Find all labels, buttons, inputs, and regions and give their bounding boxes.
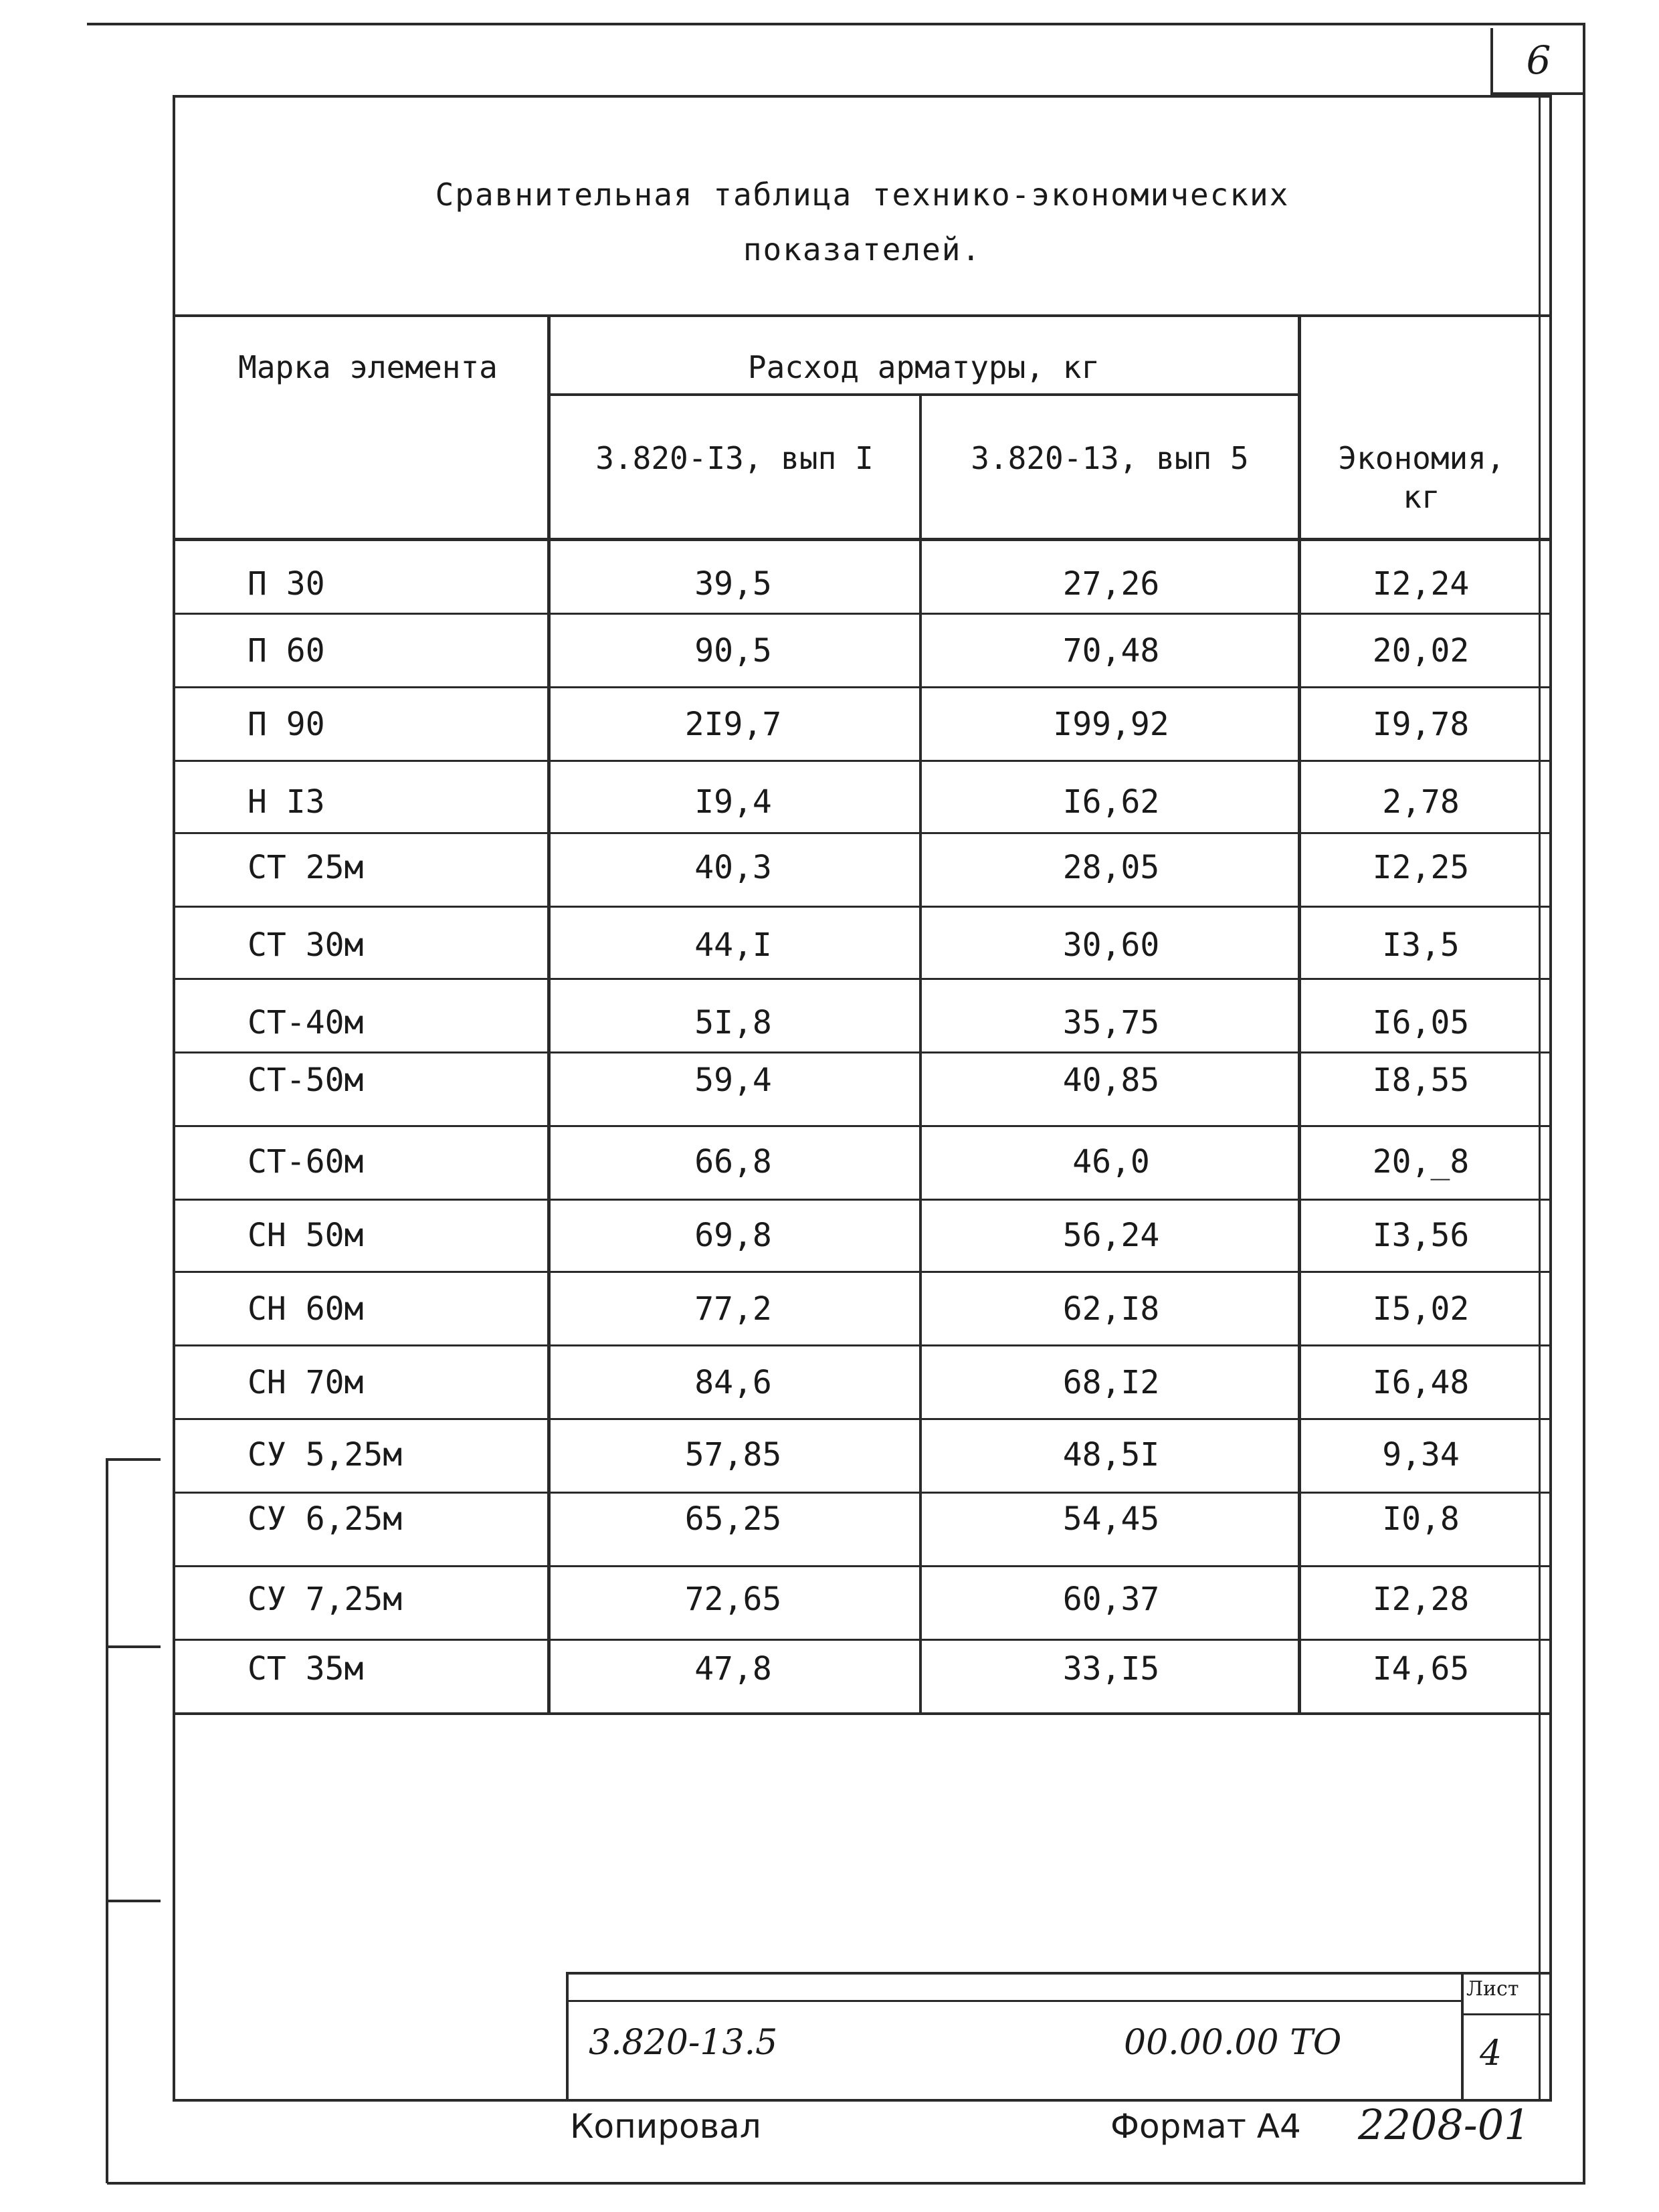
right-edge-line [1583,23,1585,2183]
row-series1-value: 59,4 [694,1062,772,1099]
header-group-text: Расход арматуры, кг [747,349,1100,385]
row-economy-value: I6,48 [1372,1364,1470,1401]
row-series1-value: 66,8 [694,1143,772,1181]
header-series-2-text: 3.820-13, вып 5 [971,440,1249,476]
row-line [173,1271,1552,1273]
header-economy-text: Экономия, кг [1338,440,1505,515]
row-series1-value: 77,2 [694,1290,772,1328]
header-mark-text: Марка элемента [238,349,498,385]
title-line-2: показателей. [743,231,982,268]
row-mark: СН 50м [248,1217,364,1254]
row-economy-value: I8,55 [1372,1062,1470,1099]
row-economy-value: I9,78 [1372,706,1470,743]
row-line [173,978,1552,980]
row-mark: СН 70м [248,1364,364,1401]
row-mark: СТ-60м [248,1143,364,1181]
row-series2-value: 62,I8 [1062,1290,1160,1328]
footer-order: 2208-01 [1358,2100,1531,2149]
header-economy [1311,439,1532,516]
row-line [173,906,1552,908]
row-mark: СТ-40м [248,1004,364,1041]
row-economy-value: 2,78 [1382,783,1460,821]
row-line [173,760,1552,762]
row-series2-value: 28,05 [1062,849,1160,886]
left-binding-line [106,1458,108,2183]
row-mark: СТ-50м [248,1062,364,1099]
row-economy-value: I3,56 [1372,1217,1470,1254]
row-series1-value: I9,4 [694,783,772,821]
stamp-sheet-label: Лист [1466,1977,1519,2001]
row-series2-value: 35,75 [1062,1004,1160,1041]
stamp-sheet-divider [1461,1972,1464,2102]
row-series1-value: 90,5 [694,632,772,670]
row-economy-value: 20,02 [1372,632,1470,670]
row-mark: Н I3 [248,783,325,821]
table-title [175,167,1549,277]
row-series2-value: 33,I5 [1062,1650,1160,1688]
row-line [173,1418,1552,1420]
row-economy-value: 9,34 [1382,1436,1460,1474]
row-series1-value: 47,8 [694,1650,772,1688]
row-series1-value: 57,85 [684,1436,782,1474]
row-series2-value: 68,I2 [1062,1364,1160,1401]
row-series2-value: 30,60 [1062,926,1160,964]
stamp-series: 3.820-13.5 [589,2023,778,2063]
row-economy-value: I3,5 [1382,926,1460,964]
row-series1-value: 40,3 [694,849,772,886]
header-bottom-line [173,538,1552,541]
footer-copied: Копировал [570,2107,761,2146]
row-series2-value: 56,24 [1062,1217,1160,1254]
row-series1-value: 69,8 [694,1217,772,1254]
stamp-sheet-divider-h [1461,2013,1552,2015]
row-mark: П 30 [248,565,325,603]
row-line [173,686,1552,688]
row-series2-value: 27,26 [1062,565,1160,603]
row-line [173,1639,1552,1641]
bottom-edge-line [107,2182,1585,2185]
row-line [173,832,1552,834]
row-economy-value: I4,65 [1372,1650,1470,1688]
row-series1-value: 44,I [694,926,772,964]
row-series1-value: 84,6 [694,1364,772,1401]
row-series2-value: 54,45 [1062,1500,1160,1538]
row-series2-value: 70,48 [1062,632,1160,670]
title-line-1: Сравнительная таблица технико-экономических [435,177,1290,213]
row-mark: СТ 35м [248,1650,364,1688]
stamp-top-rule [566,2000,1461,2002]
row-series2-value: 40,85 [1062,1062,1160,1099]
row-line [173,1199,1552,1201]
title-separator [173,314,1552,317]
row-series1-value: 39,5 [694,565,772,603]
row-series2-value: 46,0 [1072,1143,1150,1181]
row-line [173,1125,1552,1127]
row-economy-value: 20,_8 [1372,1143,1470,1181]
row-mark: СУ 5,25м [248,1436,403,1474]
row-economy-value: I5,02 [1372,1290,1470,1328]
stamp-sheet-value: 4 [1480,2033,1502,2074]
row-mark: СУ 7,25м [248,1581,403,1618]
row-mark: СТ 30м [248,926,364,964]
row-series2-value: I6,62 [1062,783,1160,821]
row-series1-value: 72,65 [684,1581,782,1618]
col-line-2 [919,393,922,1715]
row-series2-value: I99,92 [1053,706,1169,743]
header-series-1 [550,439,919,478]
left-binding-strip-2 [106,1645,161,1648]
row-economy-value: I0,8 [1382,1500,1460,1538]
stamp-code: 00.00.00 ТО [1124,2023,1342,2063]
row-mark: СТ 25м [248,849,364,886]
row-economy-value: I6,05 [1372,1004,1470,1041]
row-economy-value: I2,24 [1372,565,1470,603]
row-mark: СН 60м [248,1290,364,1328]
row-line [173,1051,1552,1053]
row-mark: П 90 [248,706,325,743]
row-economy-value: I2,28 [1372,1581,1470,1618]
table-bottom-line [173,1712,1552,1715]
footer-format: Формат А4 [1110,2107,1301,2146]
row-line [173,1565,1552,1567]
row-series2-value: 48,5I [1062,1436,1160,1474]
inner-right-line [1539,95,1541,2102]
sheet-number-box [1490,28,1584,95]
row-series1-value: 65,25 [684,1500,782,1538]
top-edge-line [87,23,1584,25]
header-group [550,348,1298,387]
row-series1-value: 5I,8 [694,1004,772,1041]
row-line [173,1492,1552,1494]
left-binding-strip-3 [106,1900,161,1902]
row-series2-value: 60,37 [1062,1581,1160,1618]
header-series-2 [922,439,1298,478]
header-mark [201,348,535,387]
header-series-1-text: 3.820-I3, вып I [595,440,874,476]
row-mark: СУ 6,25м [248,1500,403,1538]
row-series1-value: 2I9,7 [684,706,782,743]
row-economy-value: I2,25 [1372,849,1470,886]
group-header-line [550,393,1300,396]
row-line [173,1344,1552,1346]
left-binding-strip [106,1458,161,1461]
sheet-number: 6 [1526,37,1551,83]
row-mark: П 60 [248,632,325,670]
row-line [173,613,1552,615]
